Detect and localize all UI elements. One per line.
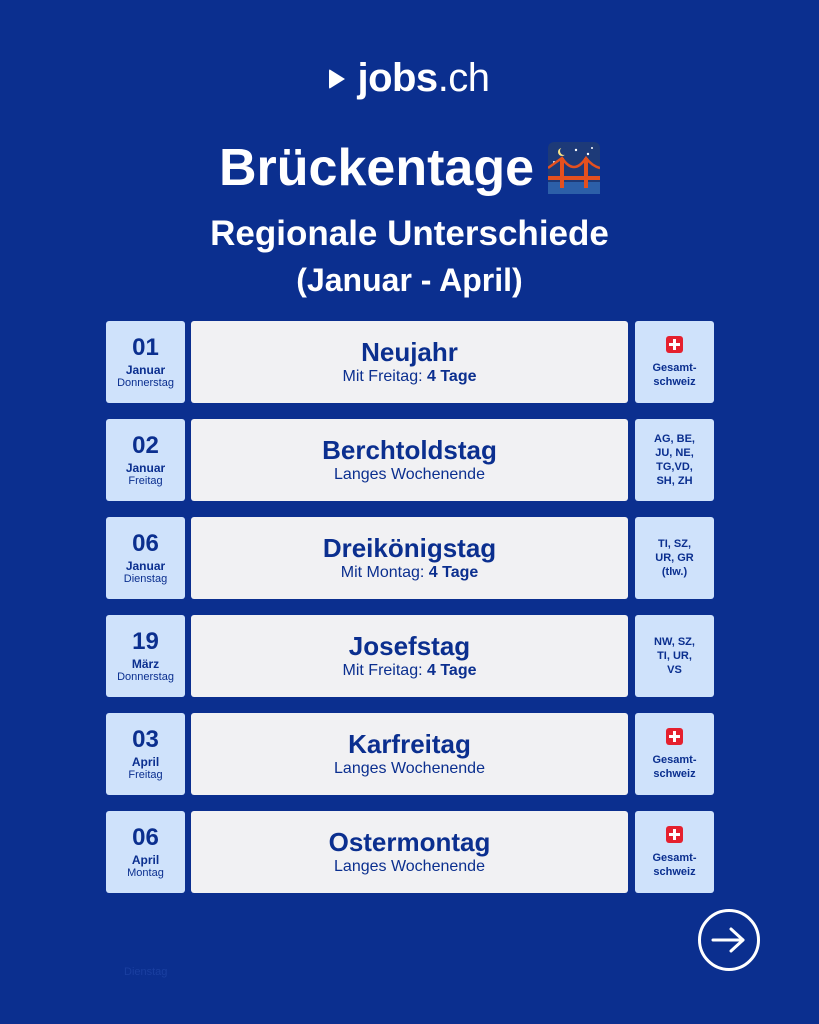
next-slide-button[interactable] [698, 909, 760, 971]
region-text: Gesamt- schweiz [652, 361, 697, 388]
holiday-card [191, 321, 628, 403]
region-text: TI, SZ, UR, GR (tlw.) [655, 538, 694, 578]
logo-text: jobs.ch [357, 56, 490, 100]
date-range: (Januar - April) [296, 262, 523, 298]
date-month: März [131, 656, 160, 671]
holiday-name: Josefstag [348, 631, 471, 661]
region-text: AG, BE, JU, NE, TG,VD, SH, ZH [654, 433, 695, 487]
arrow-right-icon [711, 926, 747, 954]
date-day: 19 [132, 627, 159, 655]
holiday-detail: Mit Freitag: 4 Tage [342, 662, 477, 679]
date-weekday: Dienstag [123, 572, 168, 585]
holiday-card [191, 517, 628, 599]
holiday-name: Ostermontag [328, 827, 491, 857]
date-month: April [131, 852, 160, 867]
date-tile [106, 713, 185, 795]
page-title [0, 138, 819, 198]
ghost-text: Dienstag [124, 966, 168, 978]
bridge-at-night-icon [548, 142, 600, 194]
date-weekday: Donnerstag [117, 376, 174, 389]
region-tile [635, 811, 714, 893]
holiday-row [106, 713, 715, 795]
date-day: 03 [132, 725, 159, 753]
region-text: Gesamt- schweiz [652, 753, 697, 780]
holiday-detail: Mit Montag: 4 Tage [340, 564, 479, 581]
date-day: 06 [132, 529, 159, 557]
holiday-card [191, 419, 628, 501]
jobs-ch-logo [0, 56, 819, 101]
holiday-name: Berchtoldstag [322, 435, 497, 465]
date-weekday: Freitag [128, 474, 163, 487]
swiss-flag-icon [666, 728, 683, 745]
holiday-card [191, 713, 628, 795]
holiday-row [106, 615, 715, 697]
swiss-flag-icon [666, 826, 683, 843]
holiday-name: Dreikönigstag [322, 533, 497, 563]
date-tile [106, 811, 185, 893]
region-text: Gesamt- schweiz [652, 851, 697, 878]
date-tile [106, 321, 185, 403]
date-month: Januar [125, 362, 166, 377]
subtitle: Regionale Unterschiede [210, 214, 609, 253]
date-weekday: Montag [127, 866, 164, 879]
swiss-flag-icon [666, 336, 683, 353]
holiday-row [106, 517, 715, 599]
holiday-row [106, 321, 715, 403]
region-tile [635, 713, 714, 795]
date-weekday: Donnerstag [117, 670, 174, 683]
holiday-detail: Langes Wochenende [334, 760, 485, 777]
holiday-list [106, 321, 715, 909]
holiday-name: Neujahr [361, 337, 458, 367]
region-tile [635, 517, 714, 599]
region-tile [635, 615, 714, 697]
date-day: 01 [132, 333, 159, 361]
holiday-detail: Langes Wochenende [334, 858, 485, 875]
date-month: April [131, 754, 160, 769]
date-tile [106, 419, 185, 501]
holiday-row [106, 811, 715, 893]
holiday-name: Karfreitag [348, 729, 471, 759]
holiday-detail: Langes Wochenende [334, 466, 485, 483]
holiday-card [191, 615, 628, 697]
date-day: 02 [132, 431, 159, 459]
title-text: Brückentage [219, 139, 534, 197]
date-weekday: Freitag [128, 768, 163, 781]
date-day: 06 [132, 823, 159, 851]
region-text: NW, SZ, TI, UR, VS [654, 636, 695, 676]
region-tile [635, 321, 714, 403]
holiday-row [106, 419, 715, 501]
date-tile [106, 615, 185, 697]
date-tile [106, 517, 185, 599]
date-month: Januar [125, 558, 166, 573]
holiday-card [191, 811, 628, 893]
region-tile [635, 419, 714, 501]
date-month: Januar [125, 460, 166, 475]
holiday-detail: Mit Freitag: 4 Tage [342, 368, 477, 385]
play-icon [329, 69, 345, 89]
